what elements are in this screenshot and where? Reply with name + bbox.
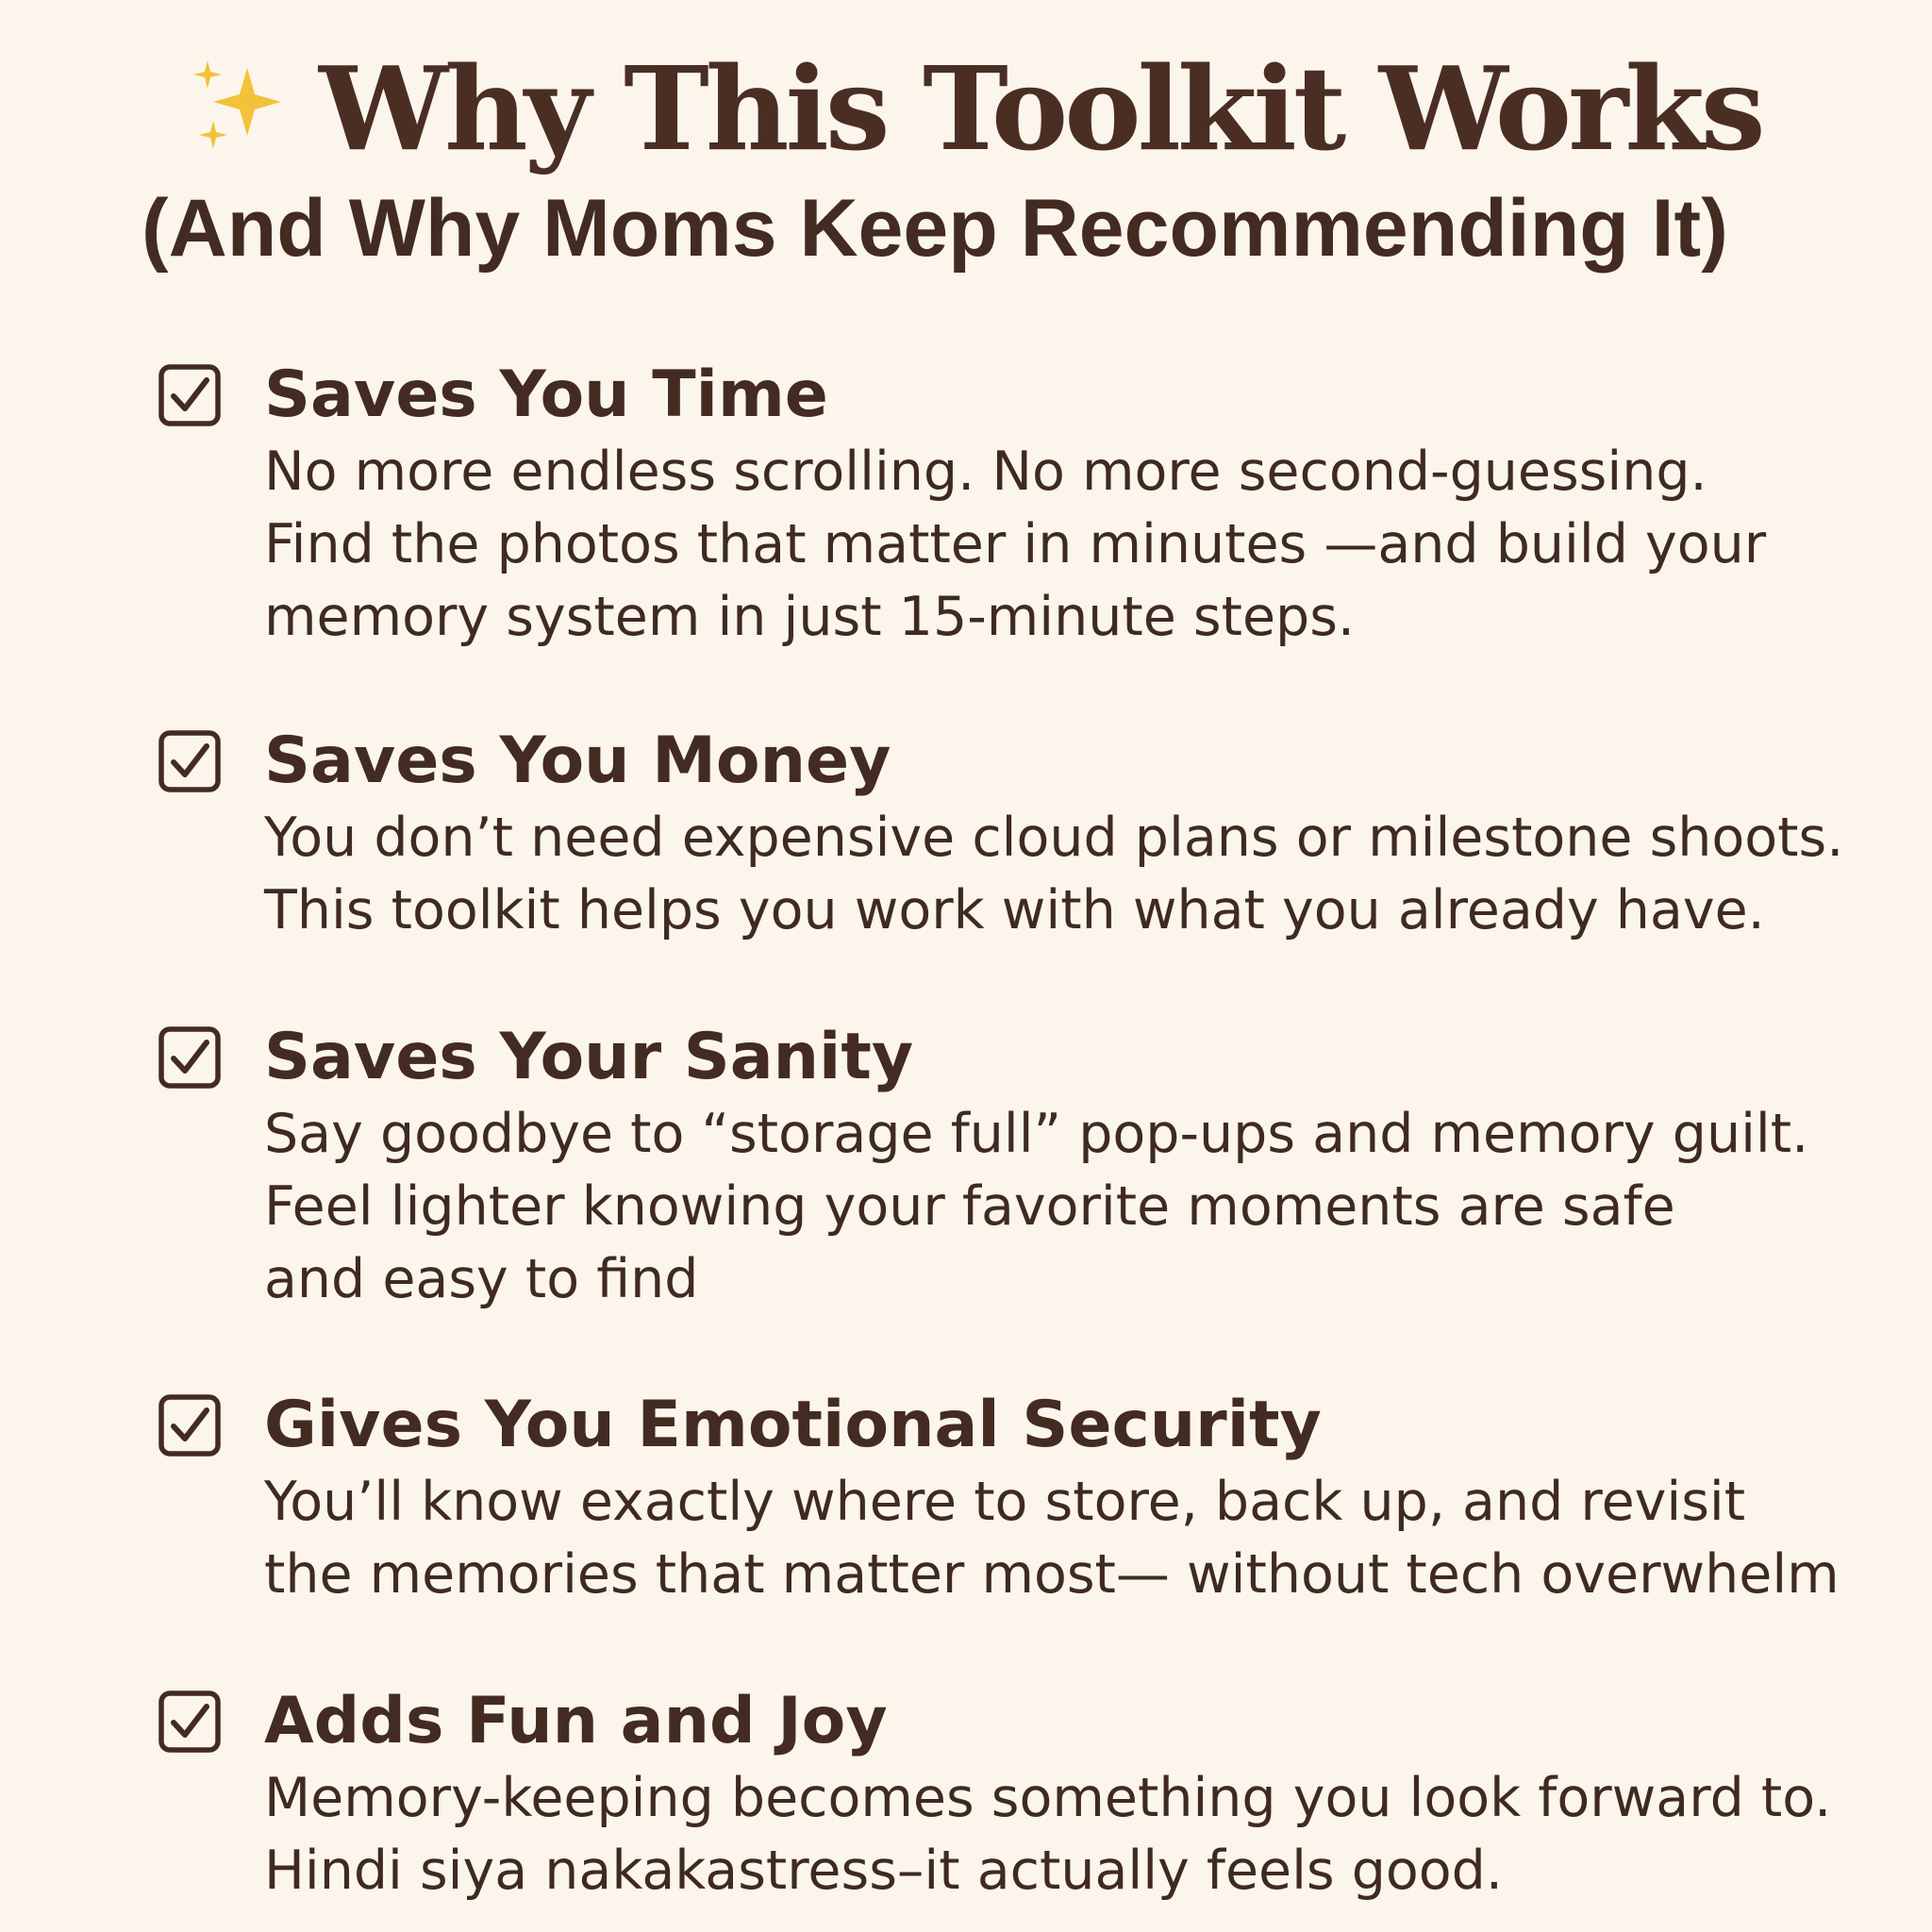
benefit-heading: Gives You Emotional Security <box>264 1388 1322 1462</box>
checkbox-checked-icon <box>157 1689 223 1755</box>
page-subtitle: (And Why Moms Keep Recommending It) <box>142 183 1728 274</box>
benefit-heading: Saves You Time <box>264 358 828 432</box>
benefit-heading: Saves You Money <box>264 724 891 798</box>
sparkles-icon <box>179 47 292 160</box>
benefit-description <box>264 1466 1840 1611</box>
description-line: memory system in just 15-minute steps. <box>264 586 1356 648</box>
benefit-description <box>264 802 1843 947</box>
page-title: Why This Toolkit Works <box>319 41 1762 176</box>
title-row <box>179 38 1764 179</box>
benefit-heading: Saves Your Sanity <box>264 1020 914 1094</box>
description-line: Memory-keeping becomes something you look forward to. <box>264 1767 1832 1829</box>
benefit-description <box>264 1098 1808 1316</box>
description-line: and easy to find <box>264 1248 699 1310</box>
benefit-description <box>264 1762 1831 1907</box>
checkbox-checked-icon <box>157 1024 223 1091</box>
benefit-description <box>264 436 1766 654</box>
description-line: You don’t need expensive cloud plans or milestone shoots. <box>264 807 1844 869</box>
description-line: Find the photos that matter in minutes —and build your <box>264 513 1767 575</box>
description-line: the memories that matter most— without tech overwhelm <box>264 1543 1840 1606</box>
description-line: Hindi siya nakakastress–it actually feels good. <box>264 1840 1503 1902</box>
description-line: You’ll know exactly where to store, back up, and revisit <box>264 1471 1746 1533</box>
description-line: Say goodbye to “storage full” pop-ups and memory guilt. <box>264 1103 1809 1165</box>
checkbox-checked-icon <box>157 728 223 794</box>
description-line: This toolkit helps you work with what you already have. <box>264 879 1765 941</box>
benefit-heading: Adds Fun and Joy <box>264 1684 888 1758</box>
description-line: Feel lighter knowing your favorite moments are safe <box>264 1175 1675 1238</box>
description-line: No more endless scrolling. No more second-guessing. <box>264 441 1707 503</box>
checkbox-checked-icon <box>157 1392 223 1458</box>
checkbox-checked-icon <box>157 362 223 428</box>
